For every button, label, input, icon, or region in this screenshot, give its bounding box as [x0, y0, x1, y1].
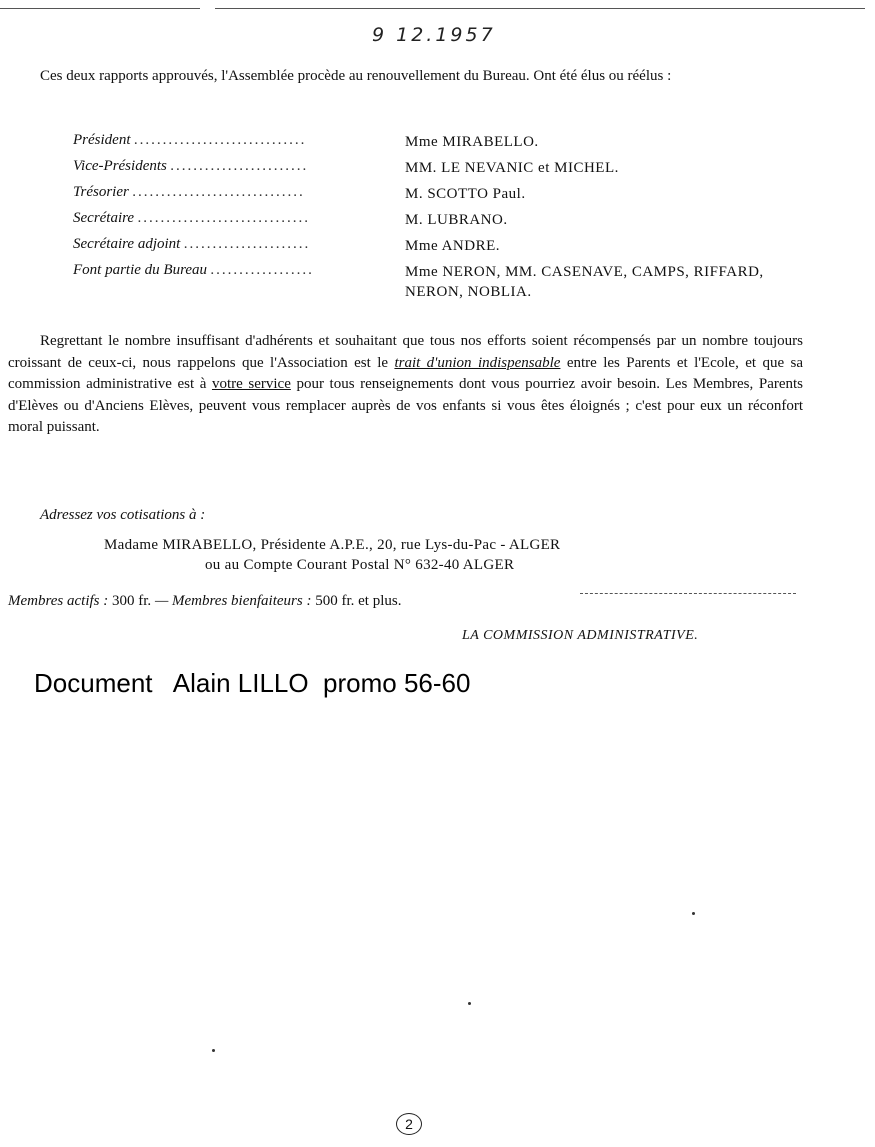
benefactor-amount: 500 fr. et plus.: [315, 593, 402, 609]
address-line-1: Madame MIRABELLO, Présidente A.P.E., 20, rue Lys-du-Pac - ALGER: [104, 537, 561, 553]
bureau-member: Mme ANDRE.: [405, 238, 500, 254]
intro-text: Ces deux rapports approuvés, l'Assemblée procède au renouvellement du Bureau. Ont été élus ou réélus :: [40, 68, 672, 84]
paragraph-part1: Regrettant le nombre insuffisant d'adhérents et souhaitant que tous nos efforts soient récompensés par un nombre toujours croissant de ceux-ci, nous rappelons que l'Association est le: [8, 333, 803, 371]
bureau-list: [73, 132, 773, 308]
fee-separator: —: [154, 593, 169, 609]
bureau-member: MM. LE NEVANIC et MICHEL.: [405, 160, 619, 176]
address-label: Adressez vos cotisations à :: [40, 507, 206, 523]
main-paragraph: [8, 331, 803, 439]
bureau-dots: ......................: [184, 236, 311, 252]
address-line-2: ou au Compte Courant Postal N° 632-40 ALGER: [205, 557, 515, 573]
bureau-row: [73, 158, 773, 184]
bureau-row: [73, 132, 773, 158]
paragraph-part3: pour tous renseignements dont vous pourriez avoir besoin. Les Membres, Parents d'Elèves ou d'Anciens Elèves, peuvent vous remplacer auprès de vos enfants si vous êtes éloignés ; c'est pour eux un réconfort moral puissant.: [8, 376, 804, 435]
bureau-role: Président: [73, 132, 131, 148]
scan-speck: [212, 1049, 215, 1052]
handwritten-date: 9 12.1957: [372, 24, 496, 46]
active-label: Membres actifs :: [8, 593, 109, 609]
bureau-role: Secrétaire: [73, 210, 135, 226]
benefactor-label: Membres bienfaiteurs :: [172, 593, 312, 609]
bureau-member: Mme MIRABELLO.: [405, 134, 539, 150]
bureau-dots: ..............................: [137, 210, 311, 226]
paragraph-highlight2: votre service: [211, 376, 291, 392]
bureau-row: [73, 262, 773, 308]
active-amount: 300 fr.: [112, 593, 152, 609]
bureau-dots: ..................: [210, 262, 315, 278]
membership-fees: [8, 593, 401, 610]
bureau-dots: ........................: [170, 158, 309, 174]
bureau-dots: ..............................: [134, 132, 307, 148]
paragraph-highlight: trait d'union indispensable: [394, 354, 561, 371]
bureau-dots: ..............................: [132, 184, 306, 200]
dashed-rule: [580, 593, 796, 594]
bureau-row: [73, 236, 773, 262]
bureau-role: Vice-Présidents: [73, 158, 167, 174]
bureau-member: M. LUBRANO.: [405, 212, 508, 228]
bureau-role: Secrétaire adjoint: [73, 236, 181, 252]
signature-line: LA COMMISSION ADMINISTRATIVE.: [462, 628, 699, 643]
scan-speck: [468, 1002, 471, 1005]
document-credit: Document Alain LILLO promo 56-60: [34, 668, 471, 698]
bureau-member: Mme NERON, MM. CASENAVE, CAMPS, RIFFARD, NERON, NOBLIA.: [405, 264, 764, 300]
bureau-role: Trésorier: [73, 184, 129, 200]
page-number: 2: [396, 1113, 422, 1135]
bureau-row: [73, 210, 773, 236]
bureau-role: Font partie du Bureau: [73, 262, 208, 278]
top-rule-left: [0, 8, 200, 9]
paragraph-part2: entre les Parents et l'Ecole, et que sa commission administrative est à: [8, 354, 803, 392]
intro-paragraph: [8, 67, 803, 86]
bureau-member: M. SCOTTO Paul.: [405, 186, 526, 202]
bureau-row: [73, 184, 773, 210]
scan-speck: [692, 912, 695, 915]
top-rule-right: [215, 8, 865, 9]
